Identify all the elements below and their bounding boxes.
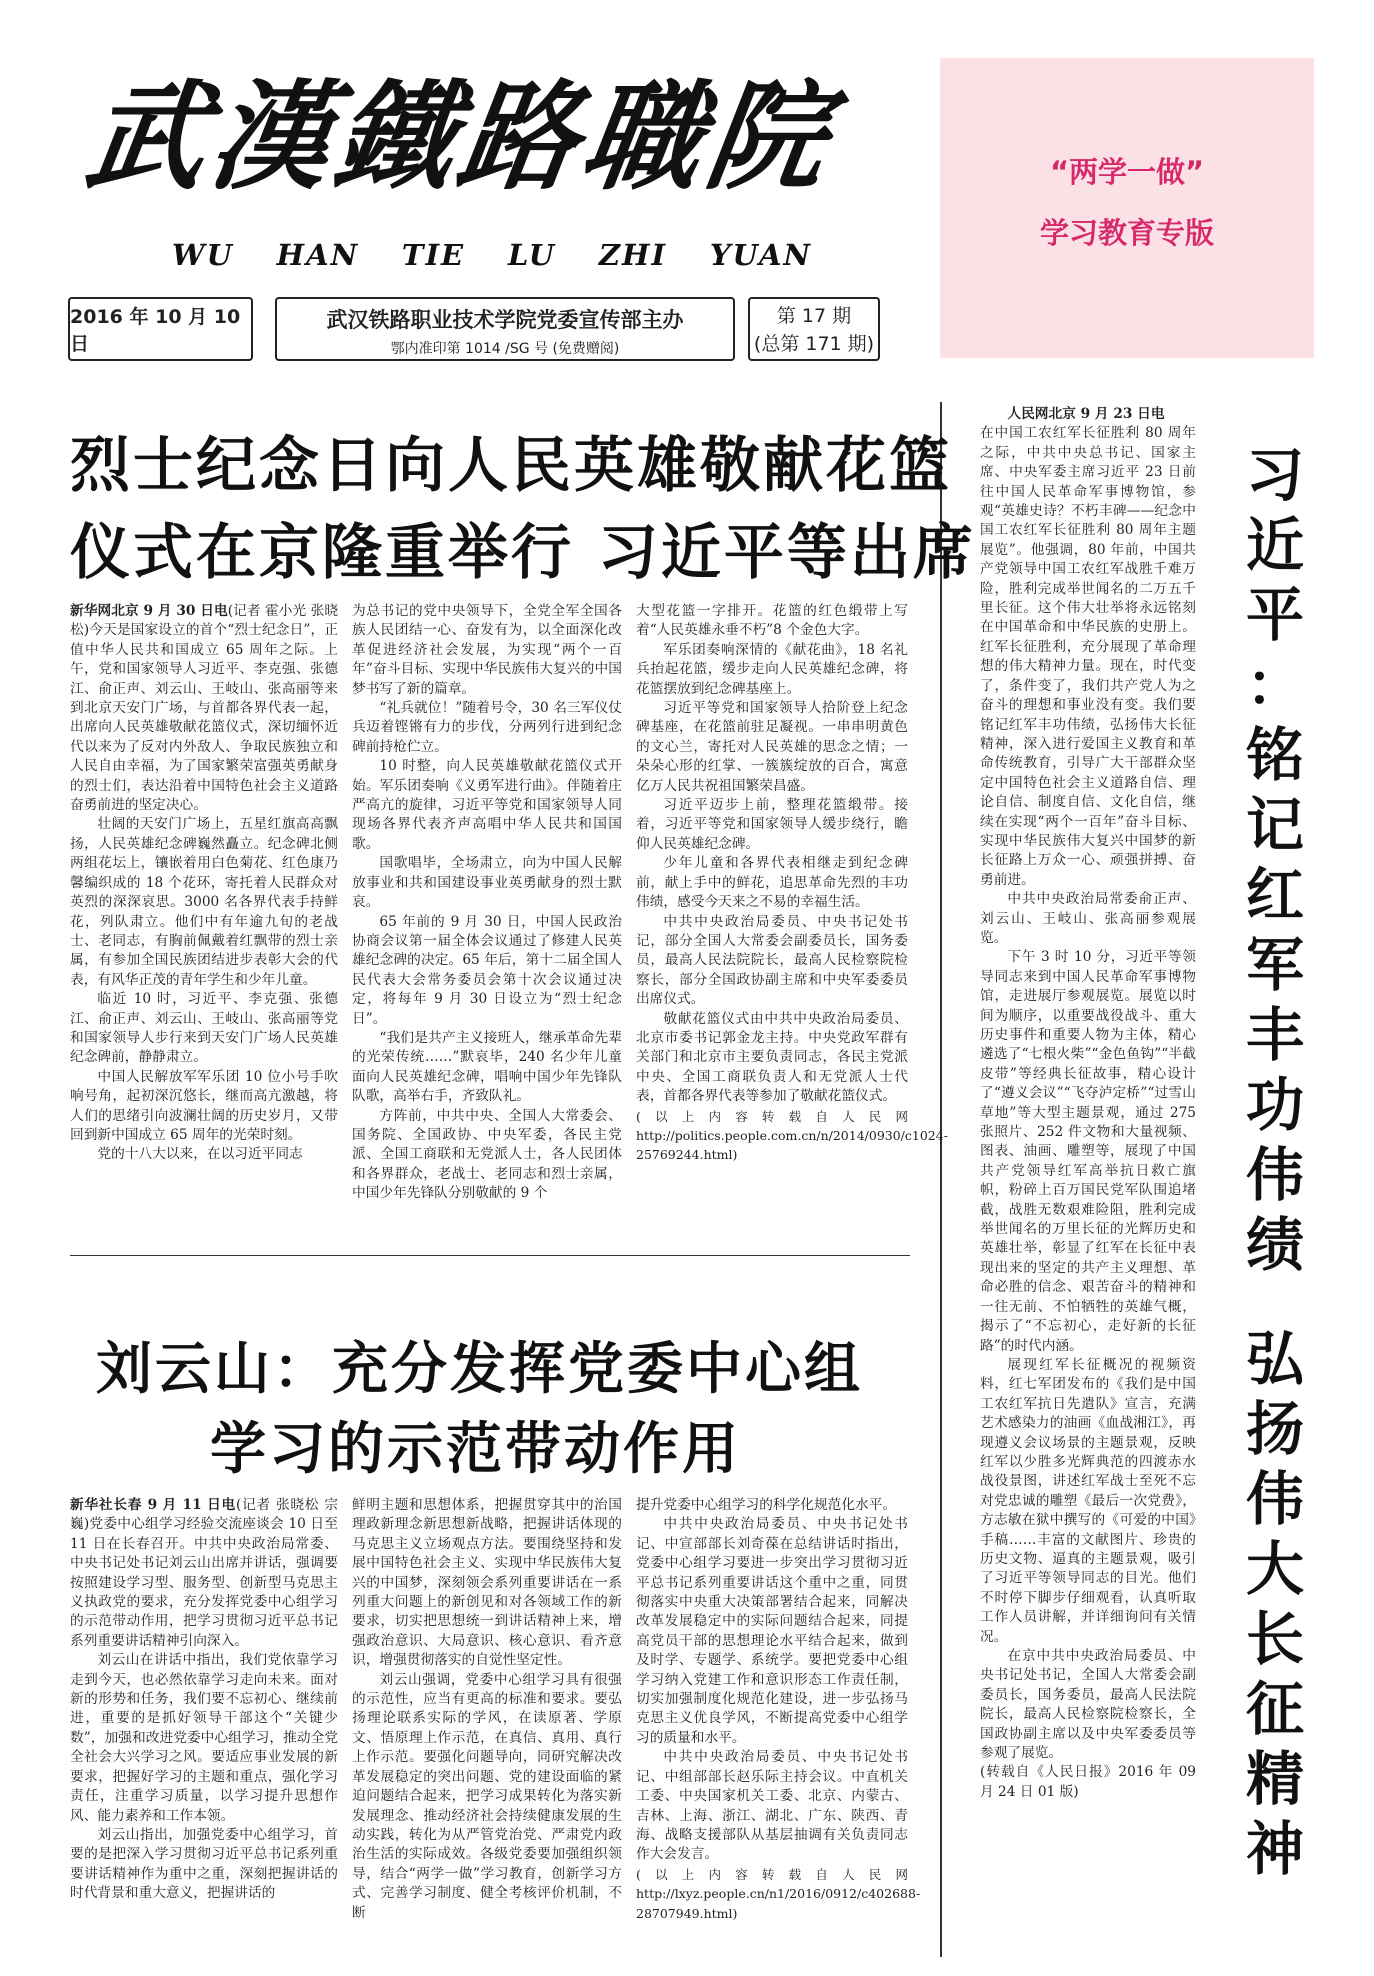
special-edition-box xyxy=(940,58,1314,358)
masthead-title: 武漢鐵路職院 xyxy=(78,67,842,206)
article3-source: (转载自《人民日报》2016 年 09 月 24 日 01 版) xyxy=(980,1764,1196,1800)
article3-title-char: 红 xyxy=(1245,861,1304,929)
article1-column-2 xyxy=(352,602,622,1230)
host-box xyxy=(275,297,735,361)
article1-paragraph: “我们是共产主义接班人，继承革命先辈的光荣传统……”默哀毕，240 名少年儿童面向人民英雄纪念碑，唱响中国少年先锋队队歌，高举右手，齐致队礼。 xyxy=(352,1029,622,1105)
article3-title-char: 大 xyxy=(1245,1535,1304,1603)
article2-paragraph: 提升党委中心组学习的科学化规范化水平。 xyxy=(636,1497,897,1513)
article1-paragraph: 中国人民解放军军乐团 10 位小号手吹响号角，起初深沉悠长，继而高亢激越，将人们的思绪引向波澜壮阔的历史岁月，又带回到新中国成立 65 周年的光荣时刻。 xyxy=(70,1068,338,1143)
article2-paragraph: 刘云山在讲话中指出，我们党依靠学习走到今天，也必然依靠学习走向未来。面对新的形势和任务，我们要不忘初心、继续前进，重要的是抓好领导干部这个“关键少数”，加强和改进党委中心组学习，推动全党全社会大兴学习之风。要适应事业发展的新要求，把握好学习的主题和重点，强化学习责任，注重学习质量，以学习提升思想作风、能力素养和工作本领。 xyxy=(70,1652,338,1824)
article3-paragraph: 中共中央政治局常委俞正声、刘云山、王岐山、张高丽参观展览。 xyxy=(980,891,1196,946)
article3-body xyxy=(980,405,1196,1957)
article1-paragraph: 中共中央政治局委员、中央书记处书记，部分全国人大常委会副委员长，国务委员，最高人民法院院长，最高人民检察院检察长，部分全国政协副主席和中央军委委员出席仪式。 xyxy=(636,913,908,1008)
article1-dateline: 新华网北京 9 月 30 日电 xyxy=(70,603,228,619)
article2-paragraph xyxy=(70,1496,338,1651)
article2-column-1 xyxy=(70,1496,338,1956)
article3-title-char: 习 xyxy=(1245,441,1304,509)
article3-title-char: 长 xyxy=(1245,1605,1304,1673)
pinyin-word: WU xyxy=(172,238,234,272)
article1-column-1 xyxy=(70,602,338,1230)
article1-paragraph: 大型花篮一字排开。花篮的红色缎带上写着“人民英雄永垂不朽”8 个金色大字。 xyxy=(636,603,908,639)
issue-number: 第 17 期 xyxy=(776,305,852,327)
article3-title-char: 丰 xyxy=(1245,1001,1304,1069)
article1-reporters: (记者 霍小光 张晓松) xyxy=(70,603,339,639)
article1-source: (以上内容转载自人民网 http://politics.people.com.cn/n/2014/0930/c1024-25769244.html) xyxy=(636,1108,948,1163)
article3-title-char: 征 xyxy=(1245,1675,1304,1743)
article1-title-line2: 仪式在京隆重举行 习近平等出席 xyxy=(70,518,976,588)
pinyin-word: TIE xyxy=(401,238,466,272)
article1-paragraph: 10 时整，向人民英雄敬献花篮仪式开始。军乐团奏响《义勇军进行曲》。伴随着庄严高亢的旋律，习近平等党和国家领导人同现场各界代表齐声高唱中华人民共和国国歌。 xyxy=(352,758,622,852)
article3-paragraph: 展现红军长征概况的视频资料，红七军团发布的《我们是中国工农红军抗日先遣队》宣言，充满艺术感染力的油画《血战湘江》，再现遵义会议场景的主题景观，反映红军以少胜多光辉典范的四渡赤水战役景图，讲述红军战士至死不忘对党忠诚的雕塑《最后一次党费》，方志敏在狱中撰写的《可爱的中国》手稿……丰富的文献图片、珍贵的历史文物、逼真的主题景观，吸引了习近平等领导同志的目光。他们不时停下脚步仔细观看，认真听取工作人员讲解，并详细询问有关情况。 xyxy=(980,1356,1196,1645)
article3-title-char: 记 xyxy=(1245,791,1304,859)
article-divider xyxy=(70,1255,910,1256)
pinyin-word: LU xyxy=(507,238,557,272)
article3-title-char: 近 xyxy=(1245,511,1304,579)
article2-paragraph: 中共中央政治局委员、中央书记处书记、中组部部长赵乐际主持会议。中直机关工委、中央国家机关工委、北京、内蒙古、吉林、上海、浙江、湖北、广东、陕西、青海、战略支援部队从基层抽调有关负责同志作大会发言。 xyxy=(636,1749,908,1863)
article1-paragraph: 习近平迈步上前，整理花篮缎带。接着，习近平等党和国家领导人缓步绕行，瞻仰人民英雄纪念碑。 xyxy=(636,797,908,852)
issue-number-box xyxy=(748,297,880,361)
article1-paragraph: 党的十八大以来，在以习近平同志 xyxy=(97,1146,303,1163)
article1-paragraph: 敬献花篮仪式由中共中央政治局委员、北京市委书记郭金龙主持。中央党政军群有关部门和北京市主要负责同志，各民主党派中央、全国工商联负责人和无党派人士代表，首都各界代表等参加了敬献花篮仪式。 xyxy=(636,1010,908,1105)
article2-paragraph: 刘云山指出，加强党委中心组学习，首要的是把深入学习贯彻习近平总书记系列重要讲话精神作为重中之重，深刻把握讲话的时代背景和重大意义，把握讲话的 xyxy=(70,1826,338,1902)
article3-title-char: ： xyxy=(1245,651,1304,719)
article3-title-char: 绩 xyxy=(1245,1211,1304,1279)
article1-paragraph: 为总书记的党中央领导下，全党全军全国各族人民团结一心、奋发有为，以全面深化改革促进经济社会发展，为实现“两个一百年”奋斗目标、实现中华民族伟大复兴的中国梦书写了新的篇章。 xyxy=(352,603,622,697)
print-permit: 鄂内准印第 1014 /SG 号 (免费赠阅) xyxy=(390,341,620,357)
article3-title-char: 扬 xyxy=(1245,1395,1304,1463)
article1-paragraph: 军乐团奏响深情的《献花曲》，18 名礼兵抬起花篮，缓步走向人民英雄纪念碑，将花篮摆放到纪念碑基座上。 xyxy=(636,641,908,697)
special-edition-line2: 学习教育专版 xyxy=(1039,216,1214,250)
article1-paragraph: 壮阔的天安门广场上，五星红旗高高飘扬，人民英雄纪念碑巍然矗立。纪念碑北侧两组花坛上，镶嵌着用白色菊花、红色康乃馨编织成的 18 个花环，寄托着人民群众对英烈的深深哀思。3000 名各界代表手持鲜花，列队肃立。他们中有年逾九旬的老战士、老同志，有胸前佩戴着红飘带的烈士亲属，有参加全国民族团结进步表彰大会的代表，有风华正茂的青年学生和少年儿童。 xyxy=(70,816,338,988)
article3-title-char: 平 xyxy=(1245,581,1304,649)
article3-title-char: 军 xyxy=(1245,931,1304,999)
article1-title-line1: 烈士纪念日向人民英雄敬献花篮 xyxy=(70,431,952,501)
article2-title-line2: 学习的示范带动作用 xyxy=(210,1417,741,1482)
article1-paragraph: 少年儿童和各界代表相继走到纪念碑前，献上手中的鲜花，追思革命先烈的丰功伟绩，感受今天来之不易的幸福生活。 xyxy=(636,855,908,911)
article1-paragraph: 国歌唱毕，全场肃立，向为中国人民解放事业和共和国建设事业英勇献身的烈士默哀。 xyxy=(352,855,622,911)
article1-paragraph: “礼兵就位！”随着号令，30 名三军仪仗兵迈着铿锵有力的步伐，分两列行进到纪念碑前持枪伫立。 xyxy=(352,700,622,755)
article3-paragraph: 在京中共中央政治局委员、中央书记处书记，全国人大常委会副委员长，国务委员，最高人民法院院长，最高人民检察院检察长，全国政协副主席以及中央军委委员等参观了展览。 xyxy=(980,1648,1196,1762)
pinyin-word: HAN xyxy=(276,238,360,272)
pinyin-word: YUAN xyxy=(709,238,812,272)
article2-column-3 xyxy=(636,1496,921,1956)
column-divider xyxy=(940,402,942,1957)
article1-paragraph xyxy=(70,602,338,815)
article3-vertical-title xyxy=(1232,440,1318,1884)
article1-paragraph: 65 年前的 9 月 30 日，中国人民政治协商会议第一届全体会议通过了修建人民英雄纪念碑的决定。65 年后，第十二届全国人民代表大会常务委员会第十次会议通过决定，将每年 9 月 30 日设立为“烈士纪念日”。 xyxy=(352,913,622,1027)
article1-paragraph: 方阵前，中共中央、全国人大常委会、国务院、全国政协、中央军委，各民主党派、全国工商联和无党派人士，各人民团体和各界群众，老战士、老同志和烈士亲属，中国少年先锋队分别敬献的 9 个 xyxy=(352,1107,622,1202)
host-name: 武汉铁路职业技术学院党委宣传部主办 xyxy=(326,308,684,332)
article2-paragraph: 中共中央政治局委员、中央书记处书记、中宣部部长刘奇葆在总结讲话时指出，党委中心组学习要进一步突出学习贯彻习近平总书记系列重要讲话这个重中之重，同贯彻落实中央重大决策部署结合起来，同解决改革发展稳定中的实际问题结合起来，同提高党员干部的思想理论水平结合起来，做到及时学、专题学、系统学。要把党委中心组学习纳入党建工作和意识形态工作责任制，切实加强制度化规范化建设，进一步弘扬马克思主义优良学风，不断提高党委中心组学习的质量和水平。 xyxy=(636,1516,908,1746)
article3-title-char: 精 xyxy=(1245,1745,1304,1813)
article2-column-2 xyxy=(352,1496,622,1956)
article2-reporters: (记者 张晓松 宗巍) xyxy=(70,1497,338,1533)
article1-paragraph: 临近 10 时，习近平、李克强、张德江、俞正声、刘云山、王岐山、张高丽等党和国家领导人步行来到天安门广场人民英雄纪念碑前，静静肃立。 xyxy=(70,991,338,1066)
article1-column-3 xyxy=(636,602,948,1230)
article1-text: 今天是国家设立的首个“烈士纪念日”，正值中华人民共和国成立 65 周年之际。上午，党和国家领导人习近平、李克强、张德江、俞正声、刘云山、王岐山、张高丽等来到北京天安门广场，与首都各界代表一起，出席向人民英雄敬献花篮仪式，深切缅怀近代以来为了反对内外敌人、争取民族独立和人民自由幸福，为了国家繁荣富强英勇献身的烈士们，表达沿着中国特色社会主义道路奋勇前进的坚定决心。 xyxy=(70,622,339,814)
article3-title-char: 弘 xyxy=(1245,1325,1304,1393)
title-gap xyxy=(1232,1280,1318,1324)
article2-dateline: 新华社长春 9 月 11 日电 xyxy=(70,1497,236,1513)
article3-paragraph: 下午 3 时 10 分，习近平等领导同志来到中国人民革命军事博物馆，走进展厅参观展览。展览以时间为顺序，以重要战役战斗、重大历史事件和重要人物为主体，精心遴选了“七根火柴”“金色鱼钩”“半截皮带”等经典长征故事，精心设计了“遵义会议”“飞夺泸定桥”“过雪山草地”等大型主题景观，通过 275 张照片、252 件文物和大量视频、图表、油画、雕塑等，展现了中国共产党领导红军高举抗日救亡旗帜，粉碎上百万国民党军队围追堵截，战胜无数艰难险阻，胜利完成举世闻名的万里长征的光辉历史和英雄壮举，彰显了红军在长征中表现出来的坚定的共产主义理想、革命必胜的信念、艰苦奋斗的精神和一往无前、不怕牺牲的英雄气概，揭示了“不忘初心，走好新的长征路”的时代内涵。 xyxy=(980,949,1196,1354)
issue-date: 2016 年 10 月 10 日 xyxy=(68,297,253,361)
masthead-pinyin xyxy=(172,238,812,272)
article3-title-char: 伟 xyxy=(1245,1465,1304,1533)
article3-title-char: 神 xyxy=(1245,1815,1304,1883)
article2-paragraph: 鲜明主题和思想体系，把握贯穿其中的治国理政新理念新思想新战略，把握讲话体现的马克思主义立场观点方法。要围绕坚持和发展中国特色社会主义、实现中华民族伟大复兴的中国梦，深刻领会系列重要讲话在一系列重大问题上的新创见和对各领域工作的新要求，切实把思想统一到讲话精神上来，增强政治意识、大局意识、核心意识、看齐意识，增强贯彻落实的自觉性坚定性。 xyxy=(352,1497,622,1669)
article1-paragraph: 习近平等党和国家领导人拾阶登上纪念碑基座，在花篮前驻足凝视。一串串明黄色的文心兰，寄托对人民英雄的思念之情；一朵朵心形的红掌、一簇簇绽放的百合，寓意亿万人民共祝祖国繁荣昌盛。 xyxy=(636,700,908,794)
article2-title-line1: 刘云山：充分发挥党委中心组 xyxy=(96,1337,863,1402)
pinyin-word: ZHI xyxy=(598,238,668,272)
article3-title-char: 伟 xyxy=(1245,1141,1304,1209)
article3-title-char: 铭 xyxy=(1245,721,1304,789)
special-edition-line1: “两学一做” xyxy=(1049,155,1205,189)
article3-paragraph: 在中国工农红军长征胜利 80 周年之际，中共中央总书记、国家主席、中央军委主席习近平 23 日前往中国人民革命军事博物馆，参观“英雄史诗？不朽丰碑——纪念中国工农红军长征胜利 80 周年主题展览”。他强调，80 年前，中国共产党领导中国工农红军战胜千难万险，胜利完成举世闻名的二万五千里长征。这个伟大壮举将永远铭刻在中国革命和中华民族的史册上。红军长征胜利，充分展现了革命理想的伟大精神力量。现在，时代变了，条件变了，我们共产党人为之奋斗的理想和事业没有变。我们要铭记红军丰功伟绩，弘扬伟大长征精神，深入进行爱国主义教育和革命传统教育，引导广大干部群众坚定中国特色社会主义道路自信、理论自信、制度自信、文化自信，继续在实现“两个一百年”奋斗目标、实现中华民族伟大复兴中国梦的新长征路上万众一心、顽强拼搏、奋勇前进。 xyxy=(980,425,1196,888)
article3-dateline: 人民网北京 9 月 23 日电 xyxy=(1007,406,1165,422)
article2-source: (以上内容转载自人民网 http://lxyz.people.cn/n1/2016/0912/c402688-28707949.html) xyxy=(636,1866,921,1921)
article2-paragraph: 刘云山强调，党委中心组学习具有很强的示范性，应当有更高的标准和要求。要弘扬理论联系实际的学风，在读原著、学原文、悟原理上作示范，在真信、真用、真行上作示范。要强化问题导向，同研究解决改革发展稳定的突出问题、党的建设面临的紧迫问题结合起来，把学习成果转化为落实新发展理念、推动经济社会持续健康发展的生动实践，转化为从严管党治党、严肃党内政治生活的实际成效。各级党委要加强组织领导，结合“两学一做”学习教育，创新学习方式、完善学习制度、健全考核评价机制，不断 xyxy=(352,1671,622,1921)
article2-text: 党委中心组学习经验交流座谈会 10 日至 11 日在长春召开。中共中央政治局常委、中央书记处书记刘云山出席并讲话，强调要按照建设学习型、服务型、创新型马克思主义执政党的要求，充分发挥党委中心组学习的示范带动作用，把学习贯彻习近平总书记系列重要讲话精神引向深入。 xyxy=(70,1516,338,1649)
article3-title-char: 功 xyxy=(1245,1071,1304,1139)
total-issue-number: (总第 171 期) xyxy=(753,333,875,355)
